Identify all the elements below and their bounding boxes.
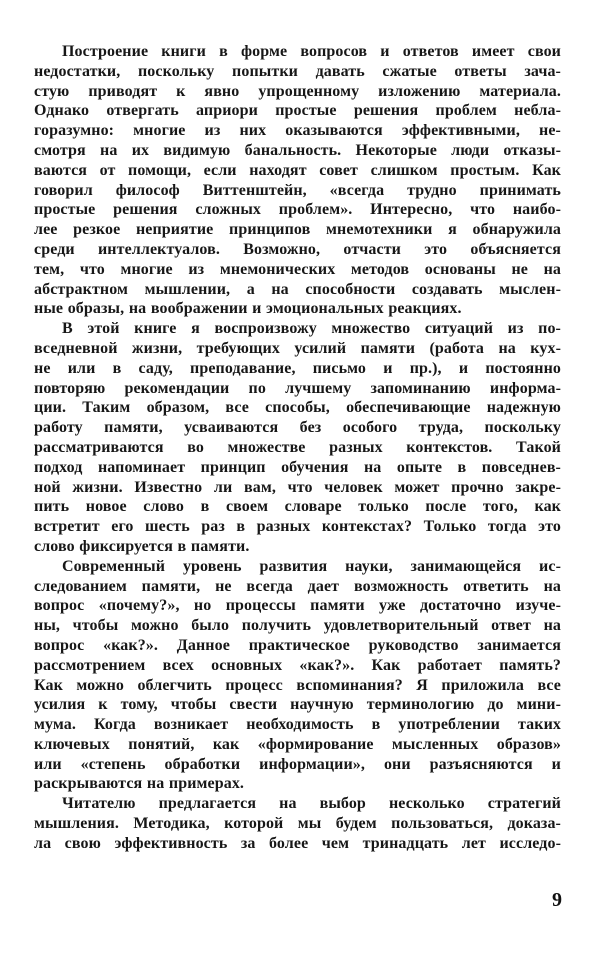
text-line: рассмотрением всех основных «как?». Как работает память? [34, 656, 561, 674]
text-line: не или в саду, преподавание, письмо и пр.), и постоянно [34, 359, 561, 377]
text-line: раскрываются на примерах. [34, 775, 245, 793]
text-line: встретит его шесть раз в разных контекстах? Только тогда это [34, 518, 561, 536]
text-line: лее резкое неприятие принципов мнемотехники я обнаружила [34, 221, 561, 239]
text-line: вопрос «почему?», но процессы памяти уже достаточно изуче- [34, 597, 561, 615]
text-line: В этой книге я воспроизвожу множество ситуаций из по- [62, 320, 561, 338]
text-line: мышления. Методика, которой мы будем пользоваться, доказа- [34, 815, 561, 833]
text-line: говорил философ Виттенштейн, «всегда трудно принимать [34, 181, 561, 199]
text-line: усилия к тому, чтобы свести научную терминологию до мини- [34, 696, 561, 714]
text-line: простые решения сложных проблем». Интересно, что наибо- [34, 201, 561, 219]
text-line: ваются от помощи, если находят совет слишком простым. Как [34, 161, 561, 179]
text-line: повторяю рекомендации по лучшему запоминанию информа- [34, 379, 561, 397]
text-line: стую приводят к явно упрощенному изложению материала. [34, 82, 561, 100]
text-line: абстрактном мышлении, а на способности создавать мыслен- [34, 280, 561, 298]
page-number: 9 [552, 889, 562, 911]
text-line: вседневной жизни, требующих усилий памяти (работа на кух- [34, 339, 561, 357]
page-text-block [34, 42, 561, 854]
text-line: вопрос «как?». Данное практическое руководство занимается [34, 636, 561, 654]
text-line: Современный уровень развития науки, занимающейся ис- [62, 557, 561, 575]
text-line: Построение книги в форме вопросов и ответов имеет свои [62, 43, 561, 60]
text-line: Читателю предлагается на выбор несколько стратегий [62, 795, 561, 813]
paragraph [34, 42, 561, 319]
text-line: рассматриваются во множестве разных контекстов. Такой [34, 438, 561, 456]
paragraph [34, 319, 561, 557]
text-line: работу памяти, усваиваются без особого труда, поскольку [34, 419, 561, 437]
text-line: ные образы, на воображении и эмоциональных реакциях. [34, 300, 462, 318]
text-line: Как можно облегчить процесс вспоминания? Я приложила все [34, 676, 561, 694]
text-line: ны, чтобы можно было получить удовлетворительный ответ на [34, 617, 561, 635]
text-line: ции. Таким образом, все способы, обеспечивающие надежную [34, 399, 561, 417]
text-line: подход напоминает принцип обучения на опыте в повседнев- [34, 458, 561, 476]
text-line: мума. Когда возникает необходимость в употреблении таких [34, 716, 561, 734]
paragraph [34, 794, 561, 853]
paragraph [34, 557, 561, 795]
text-line: недостатки, поскольку попытки давать сжатые ответы зача- [34, 62, 561, 80]
text-line: следованием памяти, не всегда дает возможность ответить на [34, 577, 561, 595]
text-line: ла свою эффективность за более чем тринадцать лет исследо- [34, 834, 561, 852]
text-line: слово фиксируется в памяти. [34, 537, 250, 555]
text-line: Однако отвергать априори простые решения проблем небла- [34, 102, 561, 120]
text-line: смотря на их видимую банальность. Некоторые люди отказы- [34, 141, 561, 159]
text-line: пить новое слово в своем словаре только после того, как [34, 498, 561, 516]
text-line: ной жизни. Известно ли вам, что человек может прочно закре- [34, 478, 561, 496]
text-line: горазумно: многие из них оказываются эффективными, не- [34, 122, 561, 140]
text-line: среди интеллектуалов. Возможно, отчасти это объясняется [34, 240, 561, 258]
text-line: или «степень обработки информации», они разъясняются и [34, 755, 561, 773]
text-line: ключевых понятий, как «формирование мысленных образов» [34, 735, 561, 753]
text-line: тем, что многие из мнемонических методов основаны не на [34, 260, 561, 278]
